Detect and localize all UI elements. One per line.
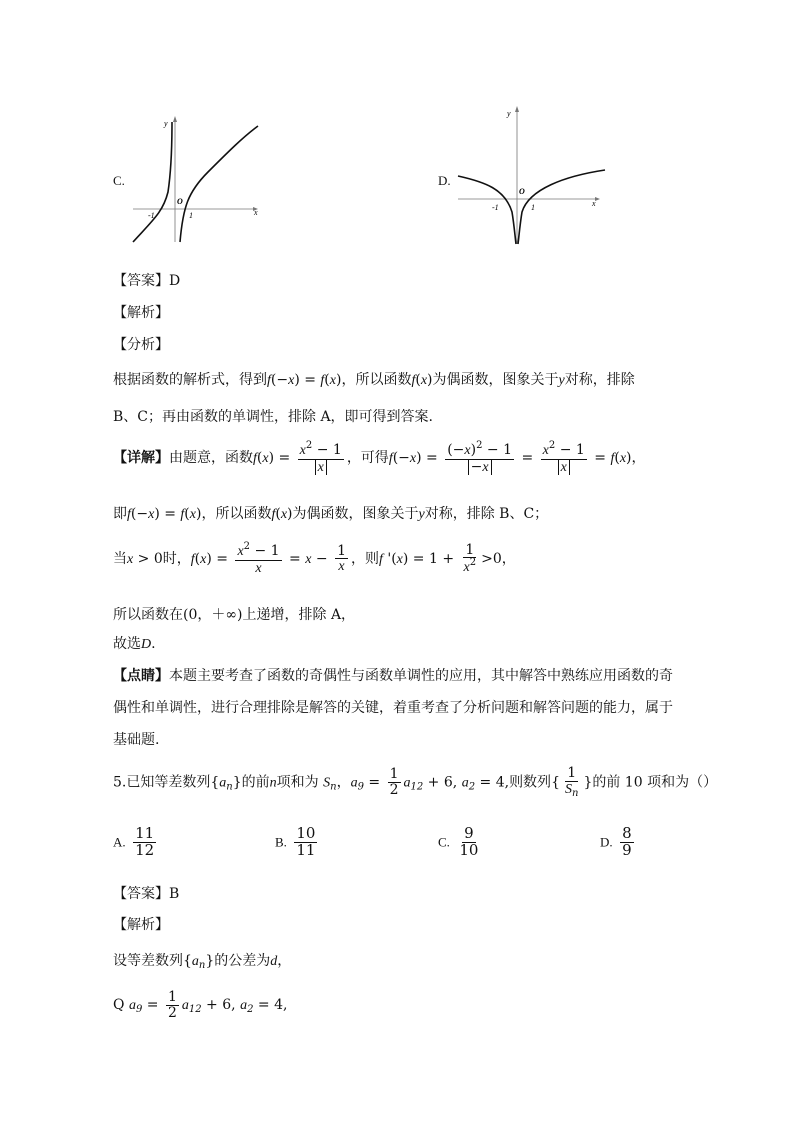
graph-c-one: 1 [189,211,193,220]
guxuan-line: 故选D. [113,636,156,652]
graph-c-neg1: -1 [148,211,155,220]
ji-line: 即f(−x) = f(x)，所以函数f(x)为偶函数，图象关于y对称，排除 B、C； [113,506,549,522]
answer-5: 【答案】B [113,886,180,902]
graph-d [455,104,610,249]
graph-c-x: x [254,208,258,217]
graph-c-label: C. [113,173,125,188]
fenxi-heading: 【分析】 [113,337,169,353]
fenxi-line-2: B、C；再由函数的单调性，排除 A，即可得到答案. [113,409,434,425]
graph-d-one: 1 [531,203,535,212]
graph-d-x: x [592,199,596,208]
option-b[interactable]: B. $\frac{10}{11}$ [275,824,316,859]
graph-d-origin: O [519,187,525,196]
she-line: 设等差数列$\{a_n\}$的公差为d， [113,953,292,971]
jiexi-heading-5: 【解析】 [113,917,169,933]
graph-d-label: D. [438,173,451,188]
dang-line: 当x > 0时，f(x) = $\frac{x^2 - 1}{x}$ = x − $\frac{1}{x}$ ，则f '(x) = 1 + $\frac{1}{x^2}$ >0， [113,541,516,576]
graph-d-y: y [507,109,511,118]
graph-c-origin: O [177,197,183,206]
dianjing-line-3: 基础题. [113,732,160,748]
option-d[interactable]: D. $\frac{8}{9}$ [600,824,632,859]
q-line: Q $a_9$ = $\frac{1}{2}$ $a_{12} + 6$, $a_2 = 4$, [113,989,288,1021]
answer-prev: 【答案】D [113,273,181,289]
graph-c-y: y [164,119,168,128]
dianjing-line-1: 【点睛】本题主要考查了函数的奇偶性与函数单调性的应用，其中解答中熟练应用函数的奇 [113,668,673,684]
option-c[interactable]: C. $\frac{9}{10}$ [438,824,479,859]
graph-c [128,112,263,247]
fenxi-line-1: 根据函数的解析式，得到f(−x) = f(x)，所以函数f(x)为偶函数，图象关于y对称，排除 [113,372,635,388]
option-a[interactable]: A. $\frac{11}{12}$ [113,824,155,859]
question-5: 5.已知等差数列$\{a_n\}$的前n项和为 $S_n$，$a_9$ = $\frac{1}{2}$ $a_{12} + 6$, $a_2 = 4$,则数列{ $\frac{1}{S_n}$ }的前 10 项和为（） [113,765,718,799]
suoyi-line: 所以函数在(0，＋∞)上递增，排除 A， [113,607,356,623]
dianjing-line-2: 偶性和单调性，进行合理排除是解答的关键，着重考查了分析问题和解答问题的能力，属于 [113,700,673,716]
graph-d-neg1: -1 [492,203,499,212]
jiexi-heading-prev: 【解析】 [113,305,169,321]
xiangjie-line: 【详解】由题意，函数f(x) = $\frac{x^2 - 1}{x}$ ，可得f(−x) = $\frac{(-x)^2 - 1}{-x}$ = $\frac{x^2 - 1}{x}$ = f(x)， [113,440,646,475]
